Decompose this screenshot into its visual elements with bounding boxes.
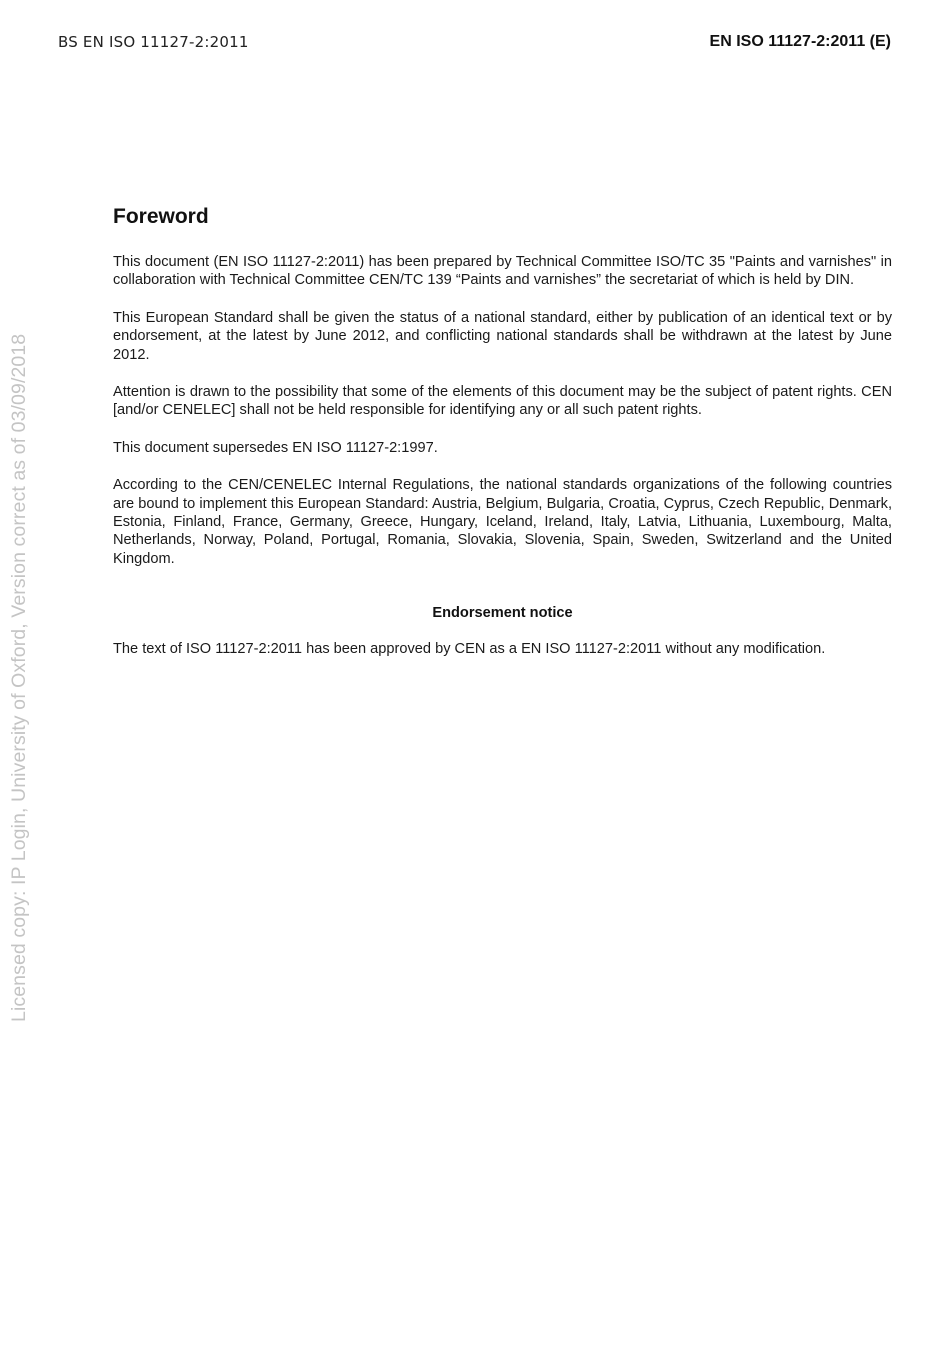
foreword-title: Foreword (113, 205, 209, 228)
foreword-paragraph-countries: According to the CEN/CENELEC Internal Regulations, the national standards organizations of the following countries are bound to implement this European Standard: Austria, Belgium, Bulgaria, Croatia, Cyprus, Czech Republic, Denmark, Estonia, Finland, France, Germany, Greece, Hungary, Iceland, Ireland, Italy, Latvia, Lithuania, Luxembourg, Malta, Netherlands, Norway, Poland, Portugal, Romania, Slovakia, Slovenia, Spain, Sweden, Switzerland and the United Kingdom. (113, 477, 892, 567)
header-document-id: BS EN ISO 11127-2:2011 (58, 33, 249, 51)
foreword-paragraph-supersedes: This document supersedes EN ISO 11127-2:1997. (113, 439, 438, 456)
foreword-paragraph-status: This European Standard shall be given the status of a national standard, either by publication of an identical text or by endorsement, at the latest by June 2012, and conflicting national standards shall be withdrawn at the latest by June 2012. (113, 309, 892, 363)
license-watermark: Licensed copy: IP Login, University of Oxford, Version correct as of 03/09/2018 (8, 333, 30, 1022)
foreword-paragraph-patent: Attention is drawn to the possibility that some of the elements of this document may be the subject of patent rights. CEN [and/or CENELEC] shall not be held responsible for identifying any or all such patent rights. (113, 384, 892, 419)
foreword-paragraph-preparation: This document (EN ISO 11127-2:2011) has been prepared by Technical Committee ISO/TC 35 "Paints and varnishes" in collaboration with Technical Committee CEN/TC 139 “Paints and varnishes” the secretariat of which is held by DIN. (113, 254, 892, 289)
header-standard-id: EN ISO 11127-2:2011 (E) (709, 33, 891, 50)
endorsement-text: The text of ISO 11127-2:2011 has been approved by CEN as a EN ISO 11127-2:2011 without any modification. (113, 641, 826, 658)
endorsement-heading: Endorsement notice (432, 605, 573, 622)
main-content (113, 205, 892, 678)
